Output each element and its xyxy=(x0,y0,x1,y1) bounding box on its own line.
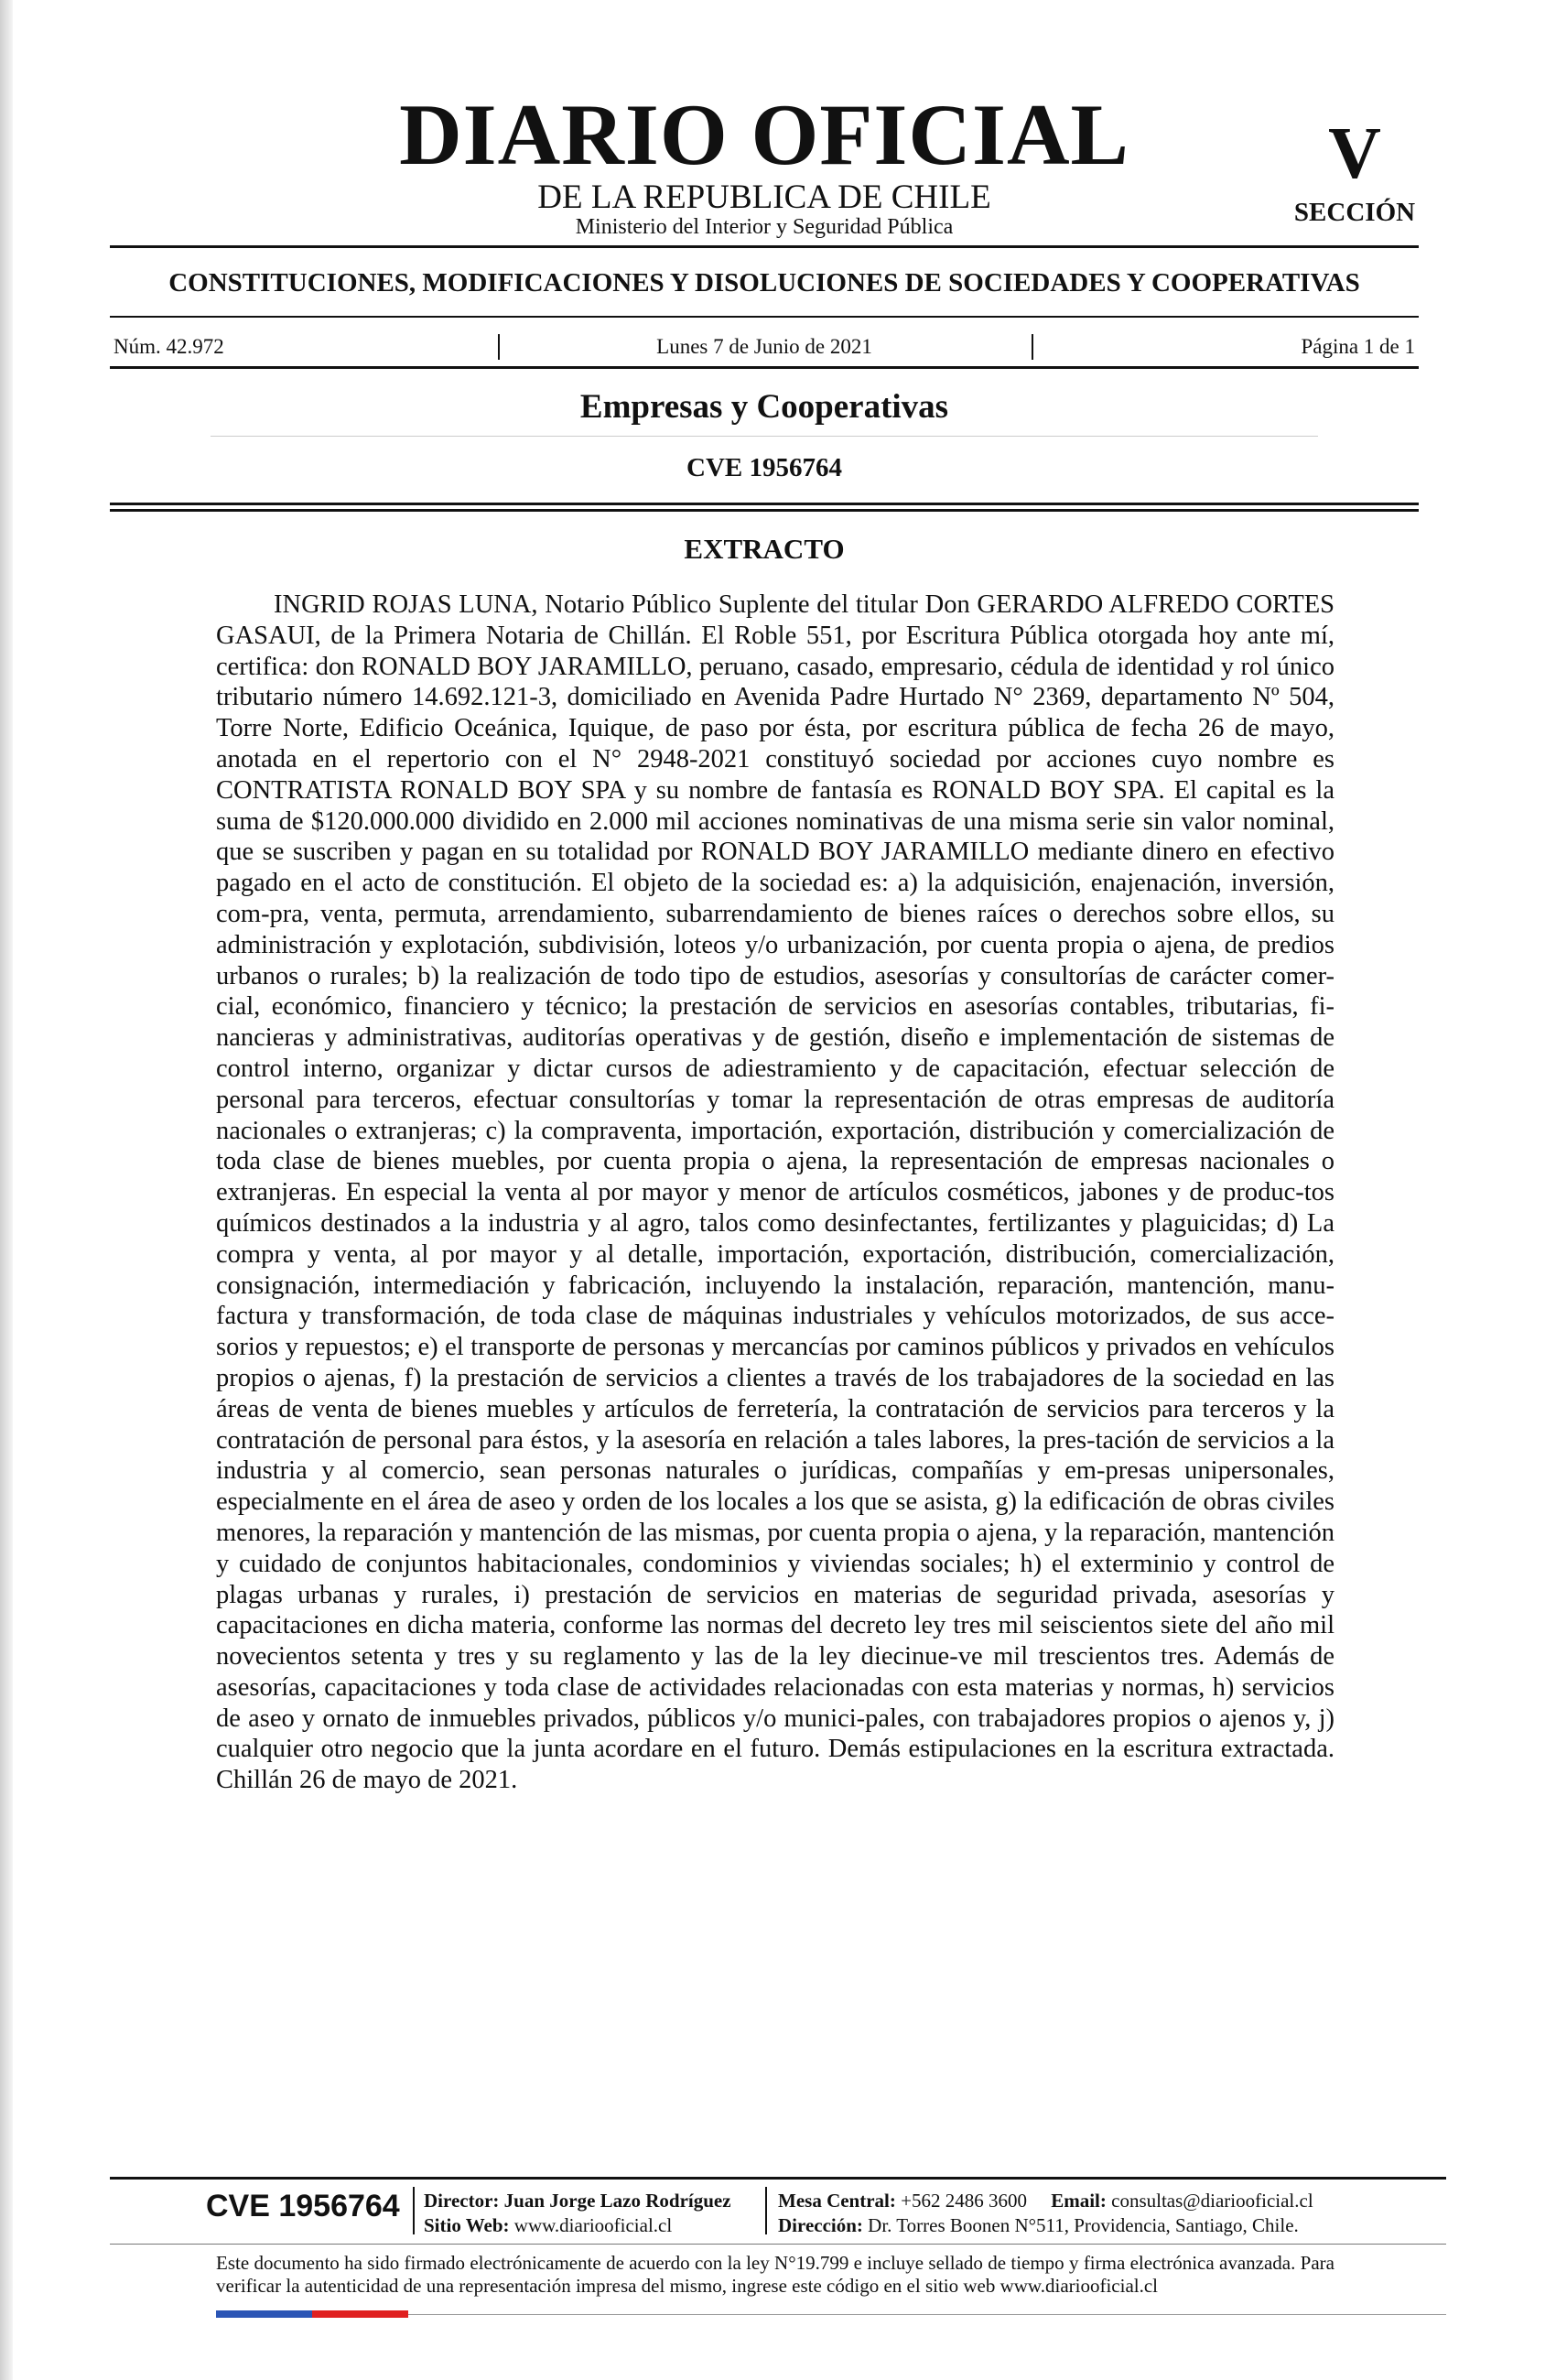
flag-stripe-red xyxy=(312,2310,408,2318)
masthead-subtitle: DE LA REPUBLICA DE CHILE xyxy=(537,178,991,216)
email-link[interactable]: consultas@diariooficial.cl xyxy=(1111,2190,1313,2212)
issue-info-bar xyxy=(113,333,1415,361)
director-name: Juan Jorge Lazo Rodríguez xyxy=(503,2190,731,2212)
flag-stripe-blue xyxy=(216,2310,312,2318)
issue-date: Lunes 7 de Junio de 2021 xyxy=(656,335,872,358)
email-label: Email: xyxy=(1051,2190,1107,2212)
section-divider xyxy=(211,436,1318,437)
masthead-ministry: Ministerio del Interior y Seguridad Pública xyxy=(575,215,954,239)
address-text: Dr. Torres Boonen N°511, Providencia, Santiago, Chile. xyxy=(868,2214,1299,2236)
document-heading: EXTRACTO xyxy=(684,533,845,565)
masthead-rule xyxy=(110,245,1419,248)
footer-director-block xyxy=(424,2189,731,2238)
info-bar-rule xyxy=(110,366,1419,369)
masthead-title: DIARIO OFICIAL xyxy=(399,86,1129,183)
footer-bottom-rule xyxy=(408,2314,1446,2315)
page-edge-shadow xyxy=(0,0,13,2380)
footer-cve-code: CVE 1956764 xyxy=(206,2189,400,2223)
director-label: Director: xyxy=(424,2190,500,2212)
footer-rule xyxy=(110,2177,1446,2180)
page-indicator: Página 1 de 1 xyxy=(1301,335,1415,358)
phone-label: Mesa Central: xyxy=(778,2190,896,2212)
footer-contact-block xyxy=(778,2189,1313,2238)
address-label: Dirección: xyxy=(778,2214,863,2236)
footer-separator xyxy=(765,2187,767,2234)
header-double-rule-bottom xyxy=(110,509,1419,512)
footer-divider xyxy=(110,2244,1446,2245)
section-label: SECCIÓN xyxy=(1293,198,1416,227)
info-separator xyxy=(1032,334,1033,360)
phone-number: +562 2486 3600 xyxy=(901,2190,1027,2212)
cve-code: CVE 1956764 xyxy=(686,453,842,482)
website-link[interactable]: www.diariooficial.cl xyxy=(513,2214,673,2236)
header-double-rule-top xyxy=(110,503,1419,505)
document-body: INGRID ROJAS LUNA, Notario Público Suplente del titular Don GERARDO ALFREDO CORTES GASAUI, de la Primera Notaria de Chillán. El Roble 551, por Escritura Pública otorgada hoy ante mí, certifica: don RONALD BOY JARAMILLO, peruano, casado, empresario, cédula de identidad y rol único tributario número 14.692.121-3, domiciliado en Avenida Padre Hurtado N° 2369, departamento Nº 504, Torre Norte, Edificio Oceánica, Iquique, de paso por ésta, por escritura pública de fecha 26 de mayo, anotada en el repertorio con el N° 2948-2021 constituyó sociedad por acciones cuyo nombre es CONTRATISTA RONALD BOY SPA y su nombre de fantasía es RONALD BOY SPA. El capital es la suma de $120.000.000 dividido en 2.000 mil acciones nominativas de una misma serie sin valor nominal, que se suscriben y pagan en su totalidad por RONALD BOY JARAMILLO mediante dinero en efectivo pagado en el acto de constitución. El objeto de la sociedad es: a) la adquisición, enajenación, inversión, com-pra, venta, permuta, arrendamiento, subarrendamiento de bienes raíces o derechos sobre ellos, su administración y explotación, subdivisión, loteos y/o urbanización, por cuenta propia o ajena, de predios urbanos o rurales; b) la realización de todo tipo de estudios, asesorías y consultorías de carácter comer-cial, económico, financiero y técnico; la prestación de servicios en asesorías contables, tributarias, fi-nancieras y administrativas, auditorías operativas y de gestión, diseño e implementación de sistemas de control interno, organizar y dictar cursos de adiestramiento y de capacitación, efectuar selección de personal para terceros, efectuar consultorías y tomar la representación de otras empresas de auditoría nacionales o extranjeras; c) la compraventa, importación, exportación, distribución y comercialización de toda clase de bienes muebles, por cuenta propia o ajena, la representación de empresas nacionales o extranjeras. En especial la venta al por mayor y menor de artículos cosméticos, jabones y de produc-tos químicos destinados a la industria y al agro, talos como desinfectantes, fertilizantes y plaguicidas; d) La compra y venta, al por mayor y al detalle, importación, exportación, distribución, comercialización, consignación, intermediación y fabricación, incluyendo la instalación, reparación, mantención, manu-factura y transformación, de toda clase de máquinas industriales y vehículos motorizados, de sus acce-sorios y repuestos; e) el transporte de personas y mercancías por caminos públicos y privados en vehículos propios o ajenas, f) la prestación de servicios a clientes a través de los trabajadores de la sociedad en las áreas de venta de bienes muebles y artículos de ferretería, la contratación de servicios para terceros y la contratación de personal para éstos, y la asesoría en relación a tales labores, la pres-tación de servicios a la industria y al comercio, sean personas naturales o jurídicas, compañías y em-presas unipersonales, especialmente en el área de aseo y orden de los locales a los que se asista, g) la edificación de obras civiles menores, la reparación y mantención de las mismas, por cuenta propia o ajena, y la reparación, mantención y cuidado de conjuntos habitacionales, condominios y viviendas sociales; h) el exterminio y control de plagas urbanas y rurales, i) prestación de servicios en materias de seguridad privada, asesorías y capacitaciones en dicha materia, conforme las normas del decreto ley tres mil seiscientos siete del año mil novecientos setenta y tres y su reglamento y las de la ley diecinue-ve mil trescientos tres. Además de asesorías, capacitaciones y toda clase de actividades relacionadas con esta materias y normas, h) servicios de aseo y ornato de inmuebles privados, públicos y/o munici-pales, con trabajadores propios o ajenos y, j) cualquier otro negocio que la junta acordare en el futuro. Demás estipulaciones en la escritura extractada. Chillán 26 de mayo de 2021. xyxy=(216,590,1334,1795)
section-title: Empresas y Cooperativas xyxy=(579,388,949,426)
category-rule xyxy=(110,316,1419,318)
section-letter: V xyxy=(1328,114,1381,194)
footer-legal-note: Este documento ha sido firmado electrónicamente de acuerdo con la ley N°19.799 e incluye sellado de tiempo y firma electrónica avanzada. Para verificar la autenticidad de una representación impresa del mismo, ingrese este código en el sitio web www.diariooficial.cl xyxy=(216,2252,1334,2297)
footer-separator xyxy=(413,2187,415,2234)
website-label: Sitio Web: xyxy=(424,2214,510,2236)
issue-number: Núm. 42.972 xyxy=(113,335,224,358)
category-title: CONSTITUCIONES, MODIFICACIONES Y DISOLUCIONES DE SOCIEDADES Y COOPERATIVAS xyxy=(168,268,1360,298)
